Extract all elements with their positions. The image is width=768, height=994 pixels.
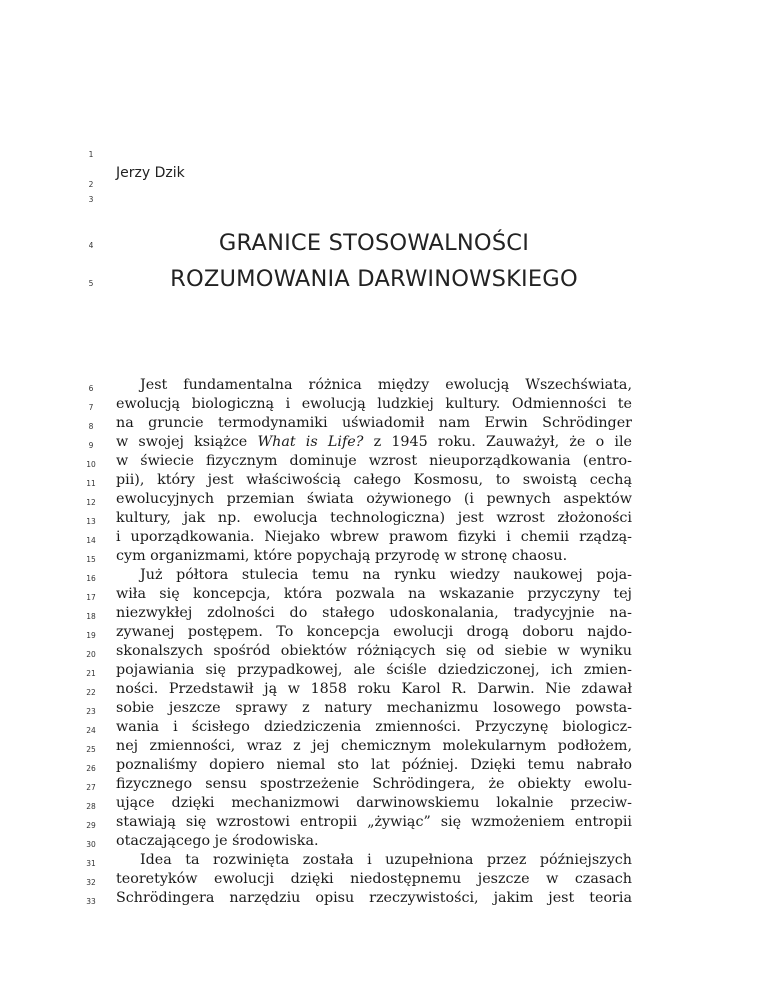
body-line: ewolucyjnych przemian świata ożywionego (i pewnych aspektów — [116, 491, 632, 507]
line-number: 1 — [88, 150, 94, 159]
line-number: 10 — [86, 460, 96, 469]
line-number: 18 — [86, 612, 96, 621]
body-line: Jest fundamentalna różnica między ewolucją Wszechświata, — [140, 377, 632, 393]
line-number: 30 — [86, 840, 96, 849]
line-number: 17 — [86, 593, 96, 602]
line-number: 13 — [86, 517, 96, 526]
line-number: 22 — [86, 688, 96, 697]
body-line: wania i ścisłego dziedziczenia zmienności. Przyczynę biologicz- — [116, 719, 632, 735]
line-number: 14 — [86, 536, 96, 545]
body-line: ności. Przedstawił ją w 1858 roku Karol R. Darwin. Nie zdawał — [116, 681, 632, 697]
body-line: Idea ta rozwinięta została i uzupełniona przez późniejszych — [140, 852, 632, 868]
body-line: fizycznego sensu spostrzeżenie Schrödingera, że obiekty ewolu- — [116, 776, 632, 792]
line-number: 8 — [88, 422, 94, 431]
line-number: 5 — [88, 279, 94, 288]
line-number: 9 — [88, 441, 94, 450]
line-number: 11 — [86, 479, 96, 488]
body-line: cym organizmami, które popychają przyrodę w stronę chaosu. — [116, 548, 568, 564]
line-number: 26 — [86, 764, 96, 773]
line-number: 25 — [86, 745, 96, 754]
body-line: pojawiania się przypadkowej, ale ściśle dziedziczonej, ich zmien- — [116, 662, 632, 678]
body-text: w swojej książce — [116, 434, 258, 450]
body-line: w świecie fizycznym dominuje wzrost nieuporządkowania (entro- — [116, 453, 632, 469]
author-name: Jerzy Dzik — [116, 165, 185, 181]
body-line: Już półtora stulecia temu na rynku wiedzy naukowej poja- — [140, 567, 632, 583]
line-number: 21 — [86, 669, 96, 678]
body-line: ujące dzięki mechanizmowi darwinowskiemu lokalnie przeciw- — [116, 795, 632, 811]
line-number: 27 — [86, 783, 96, 792]
line-number: 2 — [88, 180, 94, 189]
line-number: 33 — [86, 897, 96, 906]
body-line: skonalszych spośród obiektów różniących się od siebie w wyniku — [116, 643, 632, 659]
line-number: 24 — [86, 726, 96, 735]
body-line: i uporządkowania. Niejako wbrew prawom fizyki i chemii rządzą- — [116, 529, 632, 545]
body-line: pii), który jest właściwością całego Kosmosu, to swoistą cechą — [116, 472, 632, 488]
body-line: ewolucją biologiczną i ewolucją ludzkiej kultury. Odmienności te — [116, 396, 632, 412]
line-number: 20 — [86, 650, 96, 659]
line-number: 12 — [86, 498, 96, 507]
body-line: otaczającego je środowiska. — [116, 833, 319, 849]
body-line: Schrödingera narzędziu opisu rzeczywistości, jakim jest teoria — [116, 890, 632, 906]
body-line: niezwykłej zdolności do stałego udoskonalania, tradycyjnie na- — [116, 605, 632, 621]
line-number: 19 — [86, 631, 96, 640]
line-number: 7 — [88, 403, 94, 412]
body-line: wiła się koncepcja, która pozwala na wskazanie przyczyny tej — [116, 586, 632, 602]
line-number: 23 — [86, 707, 96, 716]
body-line: poznaliśmy dopiero niemal sto lat później. Dzięki temu nabrało — [116, 757, 632, 773]
article-title-line-1: GRANICE STOSOWALNOŚCI — [218, 230, 530, 256]
body-text: z 1945 roku. Zauważył, że o ile — [363, 434, 632, 450]
line-number: 6 — [88, 384, 94, 393]
body-line: teoretyków ewolucji dzięki niedostępnemu jeszcze w czasach — [116, 871, 632, 887]
line-number: 3 — [88, 195, 94, 204]
body-line: sobie jeszcze sprawy z natury mechanizmu losowego powsta- — [116, 700, 632, 716]
body-line — [116, 435, 632, 449]
line-number: 15 — [86, 555, 96, 564]
book-title: What is Life? — [257, 434, 364, 450]
line-number: 28 — [86, 802, 96, 811]
body-line: na gruncie termodynamiki uświadomił nam Erwin Schrödinger — [116, 415, 632, 431]
line-number: 32 — [86, 878, 96, 887]
line-number: 31 — [86, 859, 96, 868]
line-number: 29 — [86, 821, 96, 830]
body-line: stawiają się wzrostowi entropii „żywiąc” się wzmożeniem entropii — [116, 814, 632, 830]
line-number: 16 — [86, 574, 96, 583]
body-line: nej zmienności, wraz z jej chemicznym molekularnym podłożem, — [116, 738, 632, 754]
body-line: zywanej postępem. To koncepcja ewolucji drogą doboru najdo- — [116, 624, 632, 640]
article-title-line-2: ROZUMOWANIA DARWINOWSKIEGO — [170, 266, 578, 292]
body-line: kultury, jak np. ewolucja technologiczna) jest wzrost złożoności — [116, 510, 632, 526]
line-number: 4 — [88, 241, 94, 250]
